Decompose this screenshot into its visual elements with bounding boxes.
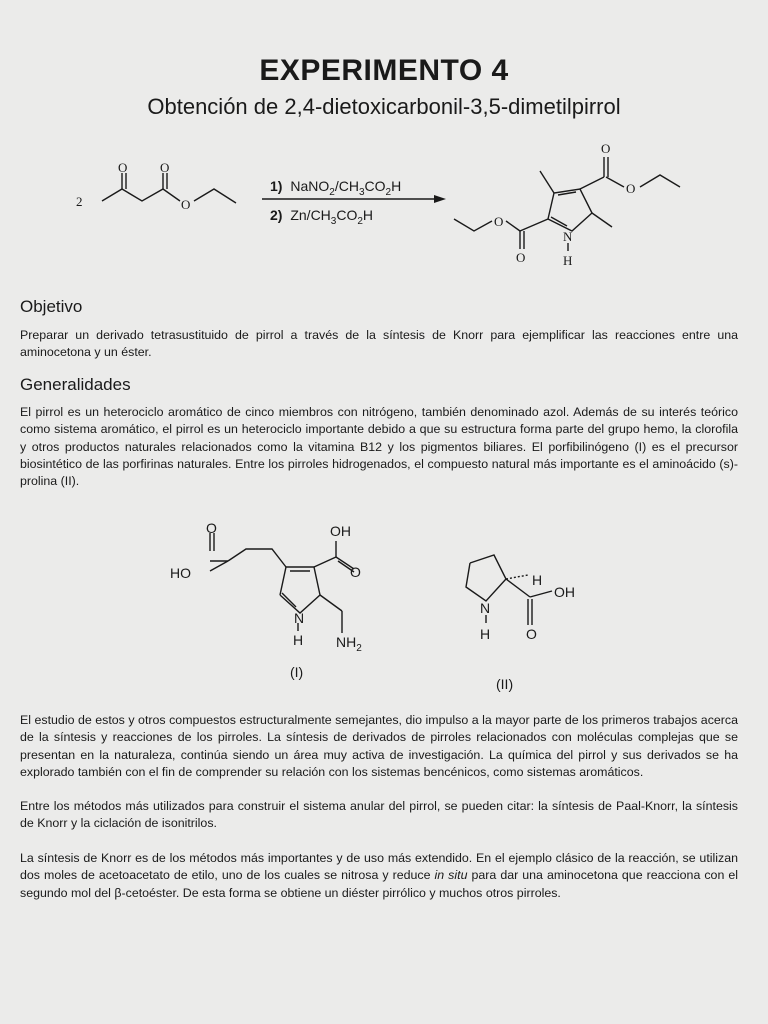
reaction-coefficient: 2 bbox=[76, 194, 83, 209]
atom-o-label: O bbox=[206, 520, 217, 536]
proline-structure bbox=[466, 555, 575, 692]
atom-o-label: O bbox=[526, 626, 537, 642]
porphobilinogen-structure bbox=[170, 520, 362, 680]
atom-o-label: O bbox=[626, 181, 636, 196]
ethyl-acetoacetate-structure bbox=[102, 160, 236, 212]
paragraph-1: El estudio de estos y otros compuestos estructuralmente semejantes, dio impulso a la mayor parte de los primeros trabajos acerca de la síntesis y reacciones de los pirroles. La síntesis de derivados de pirroles relacionados con moléculas complejas que se presentan en la naturaleza, continúa siendo un área muy activa de investigación. La química del pirrol y sus derivados se ha explorado también con el fin de comprender su relación con los sistemas bencénicos, como sistemas aromáticos. bbox=[20, 713, 738, 779]
page-title: EXPERIMENTO 4 bbox=[259, 54, 509, 87]
hydroxyl-label: HO bbox=[170, 565, 191, 581]
generalidades-heading: Generalidades bbox=[20, 375, 131, 394]
hydroxyl-label: OH bbox=[554, 584, 575, 600]
paragraph-3: La síntesis de Knorr es de los métodos más importantes y de uso más extendido. En el ejemplo clásico de la reacción, se utilizan dos moles de acetoacetato de etilo, uno de los cuales se nitrosa y reduce in situ para dar una aminocetona que reacciona con el segundo mol del β-cetoéster. De esta forma se obtiene un diéster pirrólico y muchos otros pirroles. bbox=[20, 851, 739, 900]
atom-o-label: O bbox=[601, 141, 611, 156]
italic-term: in situ bbox=[434, 868, 468, 883]
reaction-step-1: 1) $NaNO_2/CH_3CO_2H$ bbox=[270, 178, 402, 198]
atom-o-label: O bbox=[181, 197, 191, 212]
atom-o-label: O bbox=[118, 160, 128, 175]
reaction-scheme bbox=[0, 135, 768, 285]
reaction-arrow bbox=[262, 195, 446, 203]
page-subtitle: Obtención de 2,4-dietoxicarbonil-3,5-dimetilpirrol bbox=[147, 94, 621, 119]
atom-o-label: O bbox=[494, 214, 504, 229]
paragraph-2: Entre los métodos más utilizados para construir el sistema anular del pirrol, se pueden citar: la síntesis de Paal-Knorr, la síntesis de Knorr y la ciclación de isonitrilos. bbox=[20, 799, 738, 831]
generalidades-text: El pirrol es un heterociclo aromático de cinco miembros con nitrógeno, también denominado azol. Además de su interés teórico como sistema aromático, el pirrol es un heterociclo importante debido a que su estructura forma parte del grupo hemo, la clorofila y otros productos naturales relacionados como la vitamina B12 y los pigmentos biliares. El porfibilinógeno (I) es el precursor biosintético de las porfirinas naturales. Entre los pirroles hidrogenados, el compuesto natural más importante es el aminoácido (s)-prolina (II). bbox=[20, 405, 738, 489]
atom-h-label: H bbox=[293, 632, 304, 648]
atom-n-label: N bbox=[294, 610, 305, 626]
atom-h-label: H bbox=[480, 626, 491, 642]
atom-n-label: N bbox=[480, 600, 491, 616]
reaction-step-2: 2) $Zn/CH_3CO_2H$ bbox=[270, 207, 374, 227]
amino-label: $NH_2$ bbox=[336, 634, 362, 654]
atom-o-label: O bbox=[350, 564, 361, 580]
objetivo-text: Preparar un derivado tetrasustituido de pirrol a través de la síntesis de Knorr para ejemplificar las reacciones entre una aminocetona y un éster. bbox=[20, 328, 738, 360]
atom-o-label: O bbox=[160, 160, 170, 175]
atom-o-label: O bbox=[516, 250, 526, 265]
atom-n-label: N bbox=[563, 229, 573, 244]
pyrrole-diester-structure bbox=[454, 141, 680, 268]
objetivo-heading: Objetivo bbox=[20, 297, 83, 316]
compound-label-i: (I) bbox=[290, 664, 304, 680]
atom-h-label: H bbox=[563, 253, 573, 268]
atom-h-label: H bbox=[532, 572, 543, 588]
compound-label-ii: (II) bbox=[496, 676, 514, 692]
structures-figure bbox=[0, 515, 768, 695]
hydroxyl-label: OH bbox=[330, 523, 351, 539]
